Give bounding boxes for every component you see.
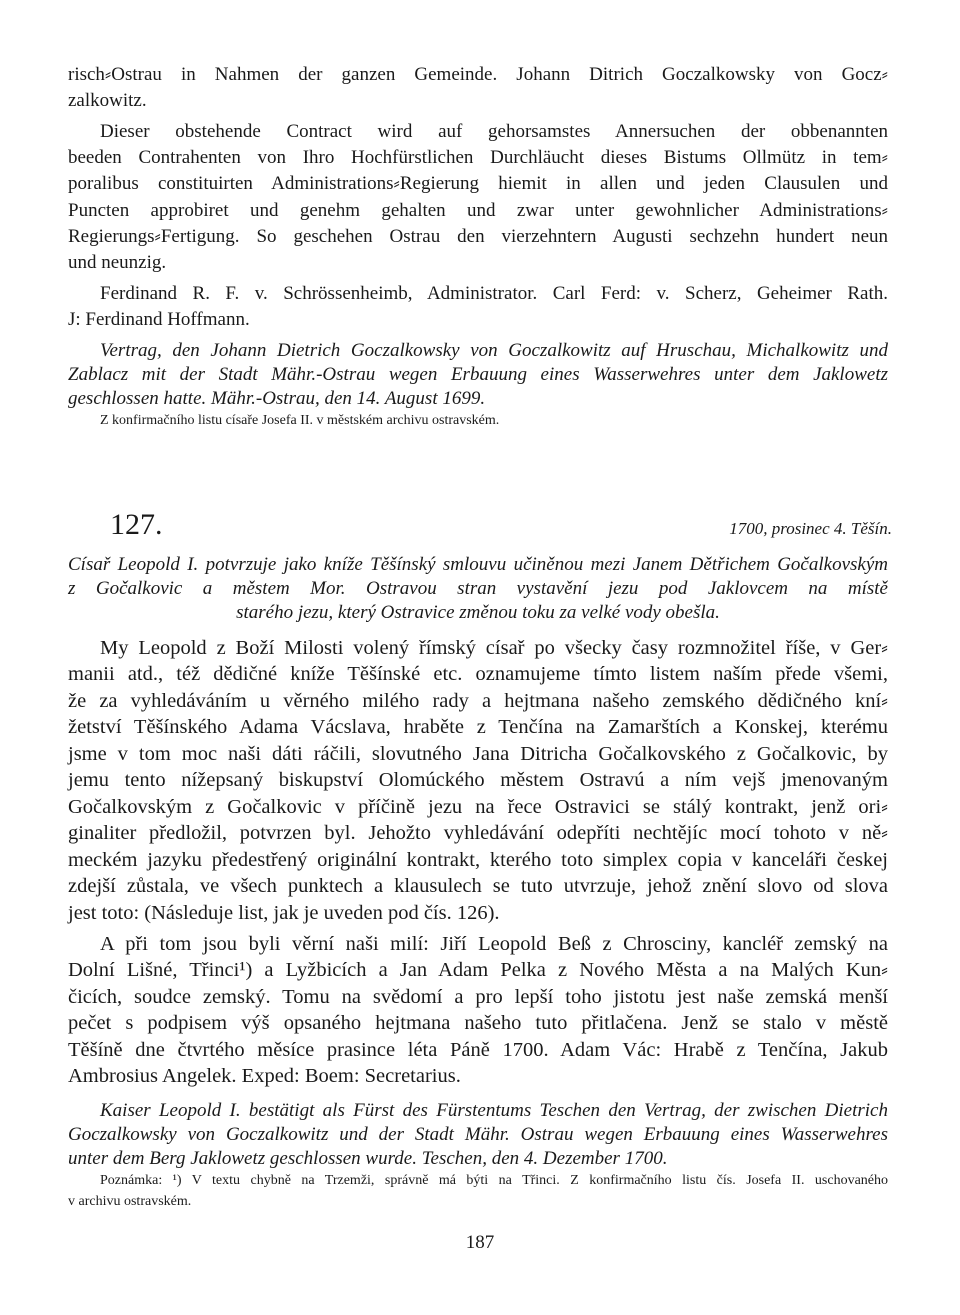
summary-line: Goczalkowsky von Goczalkowitz und der Stadt Mähr. Ostrau wegen Erbauung eines Wasserwehres xyxy=(68,1124,888,1145)
footnote-line: v archivu ostravském. xyxy=(68,1194,192,1209)
text-line: My Leopold z Boží Milosti volený římský císař po všecky časy rozmnožitel říše, v Ger⸗ xyxy=(100,637,888,659)
text-line: jsme v tom moc naši dáti ráčili, slovutného Jana Ditricha Gočalkovského z Gočalkovic, by xyxy=(68,743,888,765)
summary-line: Kaiser Leopold I. bestätigt als Fürst des Fürstentums Teschen den Vertrag, der zwischen Dietrich xyxy=(100,1100,888,1121)
text-line: Dolní Lišné, Třinci¹) a Lyžbicích a Jan Adam Pelka z Nového Města a na Malých Kun⸗ xyxy=(68,959,888,981)
text-line: risch⸗Ostrau in Nahmen der ganzen Gemeinde. Johann Ditrich Goczalkowsky von Gocz⸗ xyxy=(68,64,888,85)
text-line: že za vyhledáváním u věrného milého rady a hejtmana našeho zemského dědičného kní⸗ xyxy=(68,690,888,712)
summary-line: Vertrag, den Johann Dietrich Goczalkowsky von Goczalkowitz auf Hruschau, Michalkowitz und xyxy=(100,340,888,361)
text-line: meckém jazyku předestřený originální kontrakt, kterého toto simplex copia v kanceláři českej xyxy=(68,849,888,871)
text-line: beeden Contrahenten von Ihro Hochfürstlichen Durchläucht dieses Bistums Ollmütz in tem⸗ xyxy=(68,147,888,168)
text-line: zalkowitz. xyxy=(68,90,147,111)
text-line: Těšíně dne čtvrtého měsíce prasince léta Páně 1700. Adam Vác: Hrabě z Tenčína, Jakub xyxy=(68,1039,888,1061)
text-line: Dieser obstehende Contract wird auf gehorsamstes Annersuchen der obbenannten xyxy=(100,121,888,142)
text-line: Ambrosius Angelek. Exped: Boem: Secretarius. xyxy=(68,1065,461,1087)
text-line: ginaliter předložil, potvrzen byl. Jehožto vyhledávání odepříti nechtějíc mocí tohoto v ně⸗ xyxy=(68,822,888,844)
summary-line: unter dem Berg Jaklowetz geschlossen wurde. Teschen, den 4. Dezember 1700. xyxy=(68,1148,668,1169)
summary-line: Císař Leopold I. potvrzuje jako kníže Těšínský smlouvu učiněnou mezi Janem Dětřichem Gočalkovským xyxy=(68,554,888,575)
text-line: J: Ferdinand Hoffmann. xyxy=(68,309,250,330)
text-line: A při tom jsou byli věrní naši milí: Jiří Leopold Beß z Chrosciny, kancléř zemský na xyxy=(100,933,888,955)
text-line: Puncten approbiret und genehm gehalten und zwar unter gewohnlicher Administrations⸗ xyxy=(68,200,888,221)
text-line: Regierungs⸗Fertigung. So geschehen Ostrau den vierzehntern Augusti sechzehn hundert neun xyxy=(68,226,888,247)
text-line: Gočalkovským z Gočalkovic v příčině jezu na řece Ostravici se stálý kontrakt, jenž ori⸗ xyxy=(68,796,888,818)
summary-line: starého jezu, který Ostravice změnou toku za velké vody obešla. xyxy=(236,602,720,623)
summary-line: z Gočalkovic a městem Mor. Ostravou stran vystavění jezu pod Jaklovcem na místě xyxy=(68,578,888,599)
source-note-text: Z konfirmačního listu císaře Josefa II. v městském archivu ostravském. xyxy=(100,413,500,428)
text-line: poralibus constituirten Administrations⸗Regierung hiemit in allen und jeden Clausulen und xyxy=(68,173,888,194)
text-line: Ferdinand R. F. v. Schrössenheimb, Administrator. Carl Ferd: v. Scherz, Geheimer Rath. xyxy=(100,283,888,304)
document-number: 127. xyxy=(110,508,163,541)
document-date-place: 1700, prosinec 4. Těšín. xyxy=(729,519,892,538)
summary-line: Zablacz mit der Stadt Mähr.-Ostrau wegen Erbauung eines Wasserwehres unter dem Jaklowetz xyxy=(68,364,888,385)
text-line: žetství Těšínského Adama Vácslava, hraběte z Tenčína na Zamarštích a Konskej, kterému xyxy=(68,716,888,738)
summary-line: geschlossen hatte. Mähr.-Ostrau, den 14. August 1699. xyxy=(68,388,486,409)
footnote-line: Poznámka: ¹) V textu chybně na Trzemži, správně má býti na Třinci. Z konfirmačního listu čís. Josefa II. uschovaného xyxy=(100,1173,888,1188)
text-line: und neunzig. xyxy=(68,252,167,273)
text-line: zdejší zůstala, ve všech punktech a klausulech se tuto utvrzuje, jehož znění slovo od slova xyxy=(68,875,888,897)
text-line: pečet s podpisem výš opsaného hejtmana našeho tuto přitlačena. Jenž se stalo v městě xyxy=(68,1012,888,1034)
page-number: 187 xyxy=(465,1232,495,1253)
text-line: jemu tento nížepsaný biskupství Olomúckého městem Ostravú a ním vejš jmenovaným xyxy=(68,769,888,791)
text-line: čicích, soudce zemský. Tomu na svědomí a pro lepší toho jistotu jest naše zemská menší xyxy=(68,986,888,1008)
text-line: jest toto: (Následuje list, jak je uveden pod čís. 126). xyxy=(68,902,500,924)
text-line: manii atd., též dědičné kníže Těšínské etc. oznamujeme tímto listem naším přede všemi, xyxy=(68,663,888,685)
